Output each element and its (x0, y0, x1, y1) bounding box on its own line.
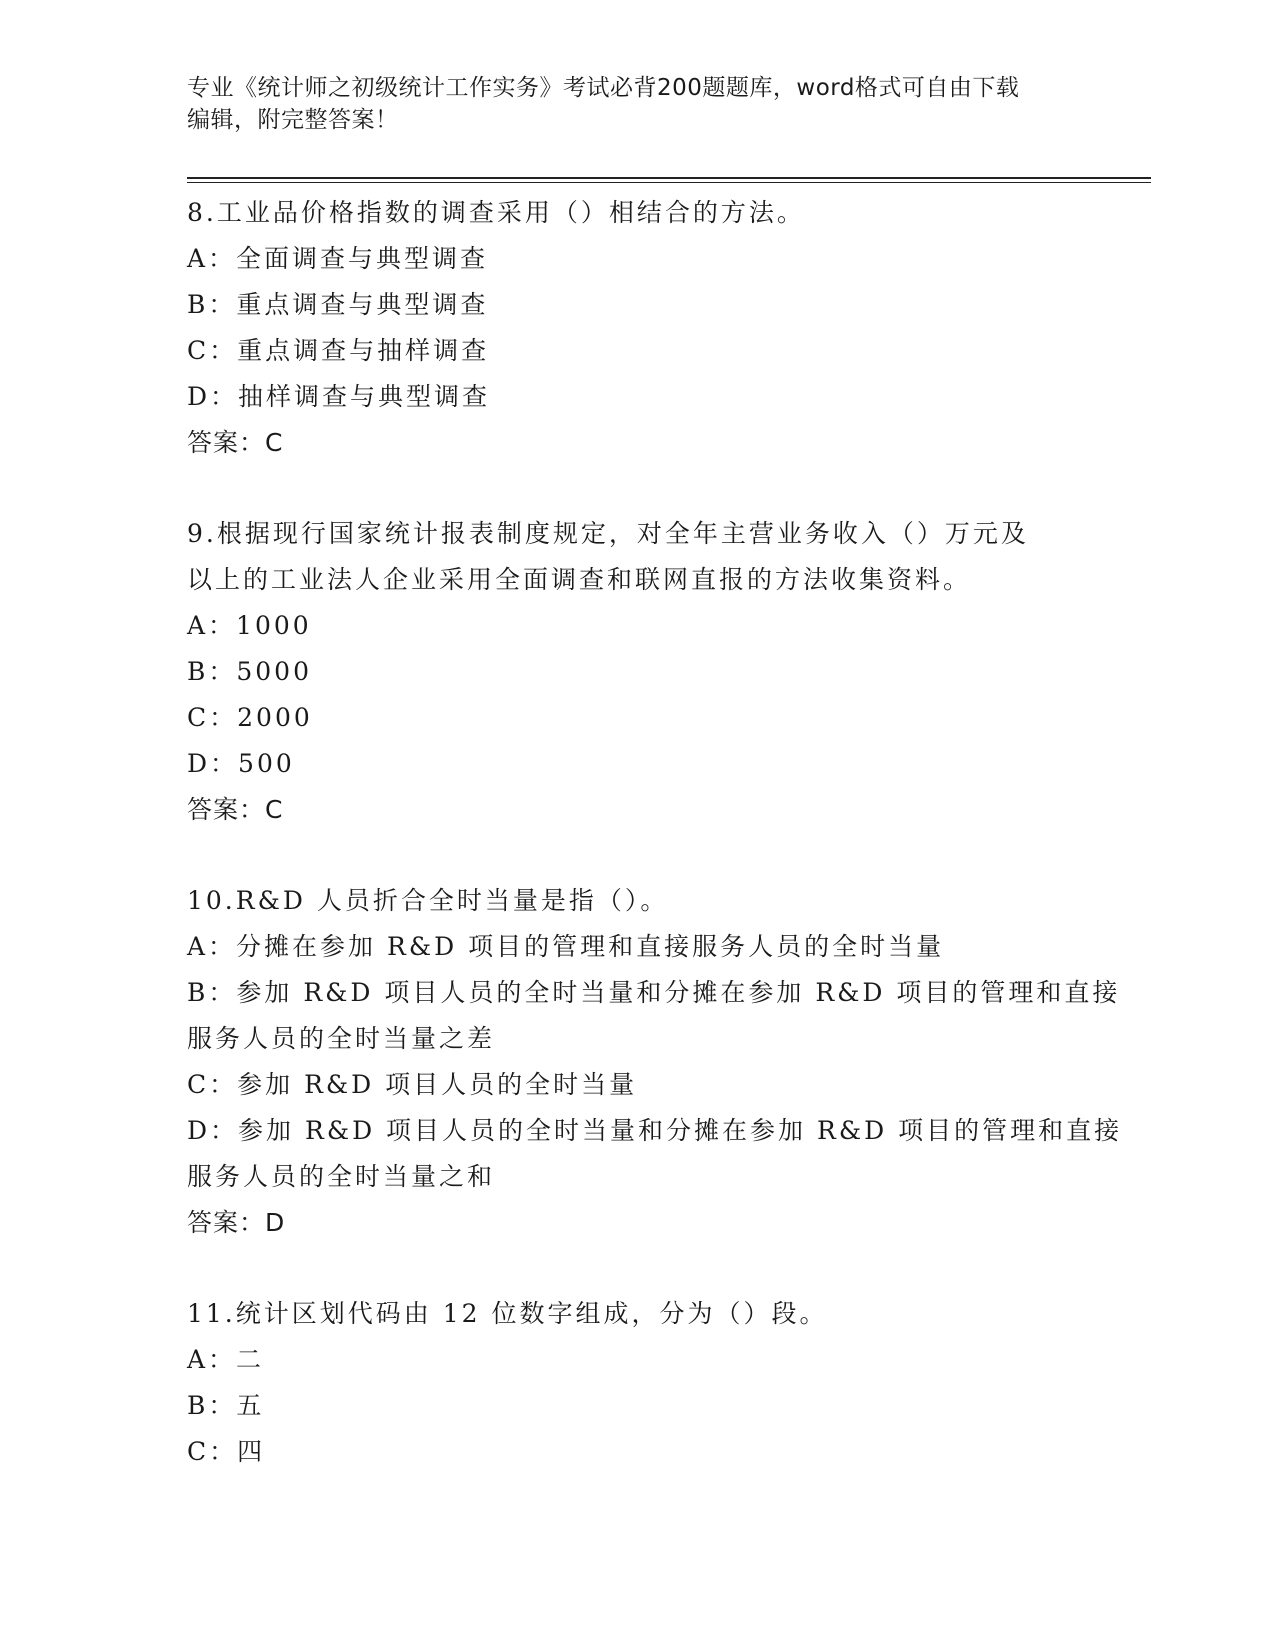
header-divider-thin (187, 182, 1151, 183)
answer-text: 答案：C (187, 428, 284, 457)
option-text: B：5000 (187, 657, 312, 686)
header-line-2: 编辑，附完整答案！ (187, 107, 399, 133)
answer-text: 答案：D (187, 1208, 286, 1237)
question-block (187, 190, 1087, 466)
question-text: 8.工业品价格指数的调查采用（）相结合的方法。 (187, 198, 805, 227)
question-block (187, 878, 1123, 1246)
answer-text: 答案：C (187, 795, 284, 824)
header-line-1: 专业《统计师之初级统计工作实务》考试必背200题题库，word格式可自由下载 (187, 75, 1020, 101)
option-text: B：参加 R&D 项目人员的全时当量和分摊在参加 R&D 项目的管理和直接 (187, 978, 1121, 1007)
option-text: C：2000 (187, 703, 313, 732)
option-text: 服务人员的全时当量之差 (187, 1024, 496, 1053)
question-spacer (187, 1246, 1087, 1291)
option-text: A：1000 (187, 611, 312, 640)
question-spacer (187, 466, 1087, 511)
option-text: A：全面调查与典型调查 (187, 244, 489, 273)
option-text: C：重点调查与抽样调查 (187, 336, 490, 365)
question-text: 10.R&D 人员折合全时当量是指（）。 (187, 886, 669, 915)
document-header (187, 72, 1087, 136)
option-text: D：500 (187, 749, 295, 778)
option-text: D：抽样调查与典型调查 (187, 382, 491, 411)
option-text: D：参加 R&D 项目人员的全时当量和分摊在参加 R&D 项目的管理和直接 (187, 1116, 1123, 1145)
option-text: A：二 (187, 1345, 265, 1374)
option-text: C：四 (187, 1437, 266, 1466)
question-text: 11.统计区划代码由 12 位数字组成，分为（）段。 (187, 1299, 828, 1328)
option-text: B：重点调查与典型调查 (187, 290, 489, 319)
question-block (187, 511, 1087, 833)
question-spacer (187, 833, 1087, 878)
option-text: 服务人员的全时当量之和 (187, 1162, 496, 1191)
question-text: 以上的工业法人企业采用全面调查和联网直报的方法收集资料。 (187, 565, 972, 594)
option-text: A：分摊在参加 R&D 项目的管理和直接服务人员的全时当量 (187, 932, 945, 961)
option-text: C：参加 R&D 项目人员的全时当量 (187, 1070, 638, 1099)
question-list (187, 190, 1123, 1475)
question-text: 9.根据现行国家统计报表制度规定，对全年主营业务收入（）万元及 (187, 519, 1029, 548)
option-text: B：五 (187, 1391, 265, 1420)
question-block (187, 1291, 1087, 1475)
header-divider-thick (187, 177, 1151, 179)
